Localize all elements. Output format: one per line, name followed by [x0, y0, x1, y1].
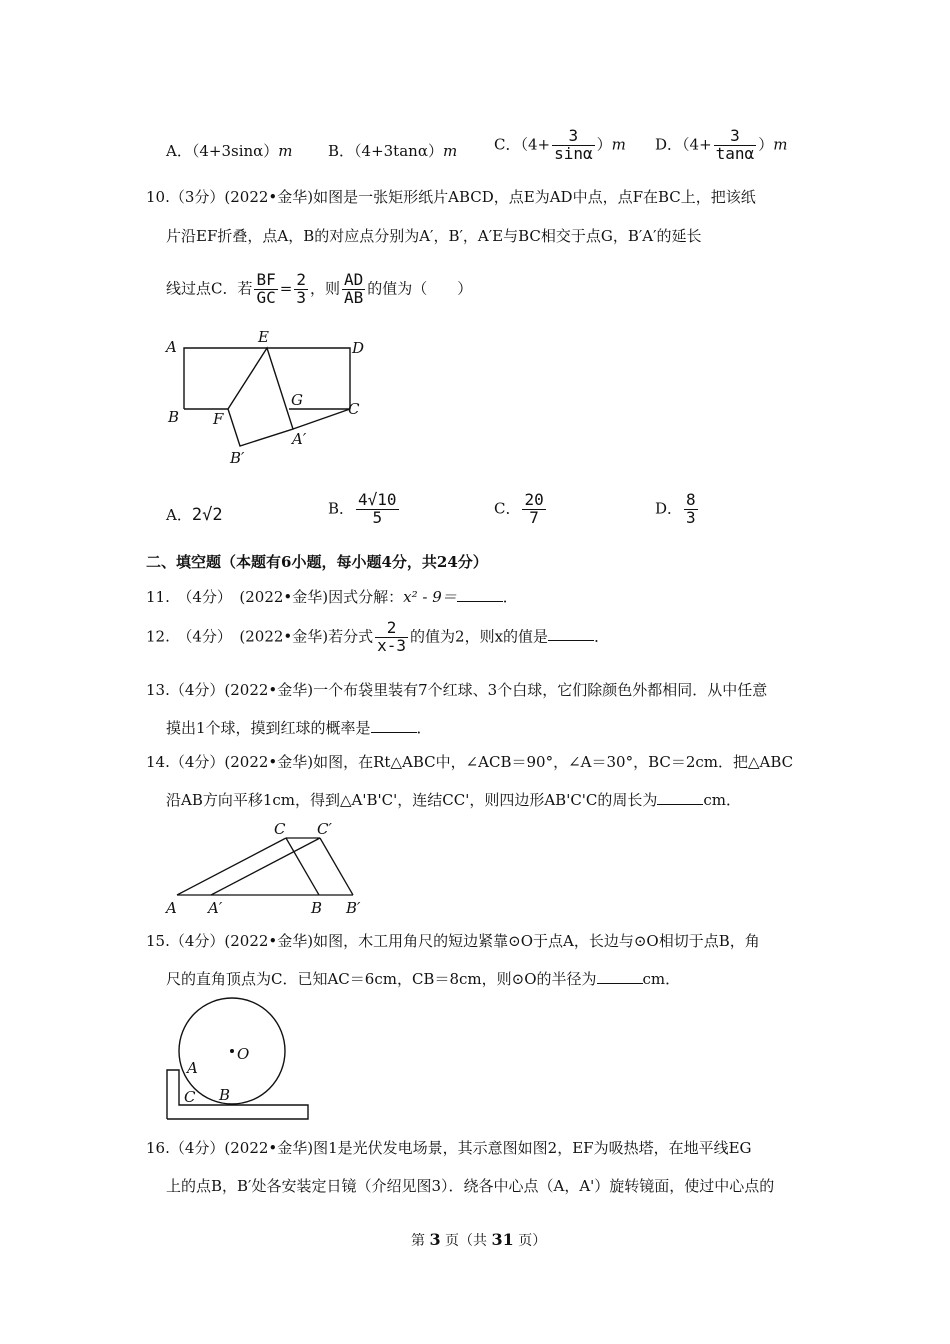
q15-line-2: [166, 968, 680, 989]
fraction-numerator: 3: [552, 128, 595, 146]
fraction-numerator: 20: [524, 490, 544, 509]
option-label: B．: [328, 499, 355, 518]
label-c: C: [274, 820, 286, 838]
option-label: B．: [328, 142, 355, 160]
label-a-prime: A′: [292, 430, 307, 448]
q9-option-a: [166, 140, 293, 161]
option-label: A．: [166, 142, 192, 160]
q10-line-1: 10.（3分）(2022•金华)如图是一张矩形纸片ABCD，点E为AD中点，点F在BC上，把该纸: [146, 188, 756, 206]
q15-end: cm．: [642, 970, 681, 988]
fraction: [714, 128, 757, 163]
q10-option-d: [655, 492, 700, 527]
unit: m: [611, 135, 626, 154]
fraction-2-3: [294, 272, 308, 307]
option-label: D．: [655, 135, 683, 154]
fraction-denominator: tanα: [715, 143, 755, 163]
segment-ac: [177, 838, 286, 895]
label-a: A: [166, 338, 177, 356]
label-b-prime: B′: [230, 449, 245, 467]
label-b: B: [168, 408, 180, 426]
option-label: D．: [655, 499, 683, 518]
answer-blank: [371, 718, 417, 733]
equals-sign: =: [279, 279, 293, 298]
q14-figure: [160, 815, 380, 920]
total-pages: 31: [491, 1230, 514, 1249]
q9-option-c: [494, 128, 626, 163]
q13-line-1: 13.（4分）(2022•金华)一个布袋里装有7个红球、3个白球，它们除颜色外都相同．从中任意: [146, 681, 768, 699]
label-c-prime: C′: [317, 820, 332, 838]
q13-line-2: [166, 717, 432, 738]
q10-figure: [160, 325, 380, 470]
q16-line-1: 16.（4分）(2022•金华)图1是光伏发电场景，其示意图如图2，EF为吸热塔，在地平线EG: [146, 1139, 752, 1157]
footer-text: 页（共: [445, 1233, 488, 1249]
fraction-denominator: 3: [686, 507, 696, 527]
option-value: 2√2: [191, 505, 223, 525]
unit: m: [278, 142, 293, 160]
q12-end: ．: [594, 627, 610, 646]
q15-text: 尺的直角顶点为C．已知AC＝6cm，CB＝8cm，则⊙O的半径为: [166, 970, 597, 988]
option-text: ）: [596, 135, 612, 154]
option-label: C．: [494, 135, 521, 154]
fraction: [356, 492, 399, 527]
segment-a-prime-c-prime: [211, 838, 320, 895]
q10-line-2: 片沿EF折叠，点A，B的对应点分别为A′，B′，A′E与BC相交于点G，B′A′的延长: [166, 227, 702, 245]
unit: m: [442, 142, 458, 160]
footer-text: 第: [411, 1233, 425, 1249]
option-text: ）: [758, 135, 774, 154]
q10-text: 的值为（ ）: [367, 279, 473, 298]
answer-blank: [457, 587, 503, 602]
footer-text: 页）: [518, 1233, 547, 1249]
q12-text: 的值为2，则x的值是: [410, 627, 549, 646]
fraction-numerator: BF: [256, 270, 276, 289]
folded-quadrilateral: [228, 348, 293, 446]
label-b: B: [219, 1086, 231, 1104]
option-label: A．: [166, 506, 192, 524]
q14-line-2: [166, 789, 741, 810]
page-number: 3: [429, 1230, 441, 1249]
unit: m: [773, 135, 788, 154]
fraction-denominator: sinα: [554, 143, 593, 163]
q12-text: 12. （4分） (2022•金华)若分式: [146, 627, 374, 646]
center-point: [230, 1049, 234, 1053]
q9-option-b: [328, 140, 457, 161]
q13-end: ．: [416, 719, 432, 737]
q10-line-3: [166, 272, 472, 307]
fraction-denominator: 5: [372, 507, 383, 527]
option-text: （4+3sinα）: [191, 142, 279, 160]
q15-line-1: 15.（4分）(2022•金华)如图，木工用角尺的短边紧靠⊙O于点A，长边与⊙O相切于点B，角: [146, 932, 760, 950]
fraction-denominator: 3: [296, 287, 306, 307]
q13-text: 摸出1个球，摸到红球的概率是: [166, 719, 371, 737]
label-d: D: [352, 339, 365, 357]
answer-blank: [597, 969, 643, 984]
fraction-ad-ab: [342, 272, 365, 307]
fraction-bf-gc: [254, 272, 277, 307]
fraction: [552, 128, 595, 163]
fraction-numerator: 2: [296, 270, 306, 289]
rectangle-top: [184, 348, 350, 409]
fraction-numerator: AD: [343, 270, 364, 289]
q9-option-d: [655, 128, 787, 163]
fraction-denominator: 7: [529, 507, 539, 527]
q14-text: 沿AB方向平移1cm，得到△A'B'C'，连结CC'，则四边形AB'C'C的周长为: [166, 791, 658, 809]
q11-expression: x² - 9＝: [403, 588, 457, 606]
fraction: [684, 492, 698, 527]
fraction-numerator: 4√10: [358, 490, 397, 509]
answer-blank: [548, 626, 594, 641]
option-text: （4+: [682, 135, 712, 154]
fraction-numerator: 2: [375, 620, 408, 638]
label-c: C: [348, 400, 360, 418]
label-g: G: [291, 391, 303, 409]
label-b: B: [311, 899, 323, 917]
label-a: A: [166, 899, 177, 917]
label-c: C: [184, 1088, 196, 1106]
label-e: E: [258, 328, 269, 346]
q11-end: ．: [502, 588, 518, 606]
q16-line-2: 上的点B，B′处各安装定日镜（介绍见图3）．绕各中心点（A，A'）旋转镜面，使过中心点的: [166, 1177, 775, 1195]
q10-option-b: [328, 492, 401, 527]
option-text: （4+: [520, 135, 551, 154]
q11: [146, 586, 518, 607]
fraction: [375, 620, 408, 655]
q10-text: 线过点C．若: [166, 279, 253, 298]
q12: [146, 620, 609, 655]
fraction-denominator: x-3: [377, 635, 407, 655]
q14-line-1: 14.（4分）(2022•金华)如图，在Rt△ABC中，∠ACB＝90°，∠A＝30°，BC＝2cm．把△ABC: [146, 753, 794, 771]
fraction-denominator: GC: [256, 287, 276, 307]
option-text: （4+3tanα）: [354, 142, 443, 160]
q10-option-a: [166, 504, 223, 525]
label-o: O: [237, 1045, 250, 1063]
page-footer: [411, 1230, 546, 1250]
fraction-numerator: 8: [686, 490, 696, 509]
label-a: A: [187, 1059, 198, 1077]
q15-figure: [160, 995, 320, 1125]
q10-text: ，则: [309, 279, 340, 298]
label-f: F: [213, 410, 224, 428]
fraction-denominator: AB: [343, 287, 364, 307]
q14-end: cm．: [703, 791, 742, 809]
option-label: C．: [494, 499, 521, 518]
label-a-prime: A′: [208, 899, 223, 917]
fraction-numerator: 3: [714, 128, 757, 146]
extension-ap-c: [293, 409, 350, 429]
segment-c-prime-b-prime: [320, 838, 353, 895]
q10-option-c: [494, 492, 548, 527]
section-heading: 二、填空题（本题有6小题，每小题4分，共24分）: [146, 553, 488, 571]
q11-text: 11. （4分） (2022•金华)因式分解：: [146, 588, 404, 606]
answer-blank: [657, 790, 703, 805]
fraction: [522, 492, 545, 527]
label-b-prime: B′: [346, 899, 361, 917]
